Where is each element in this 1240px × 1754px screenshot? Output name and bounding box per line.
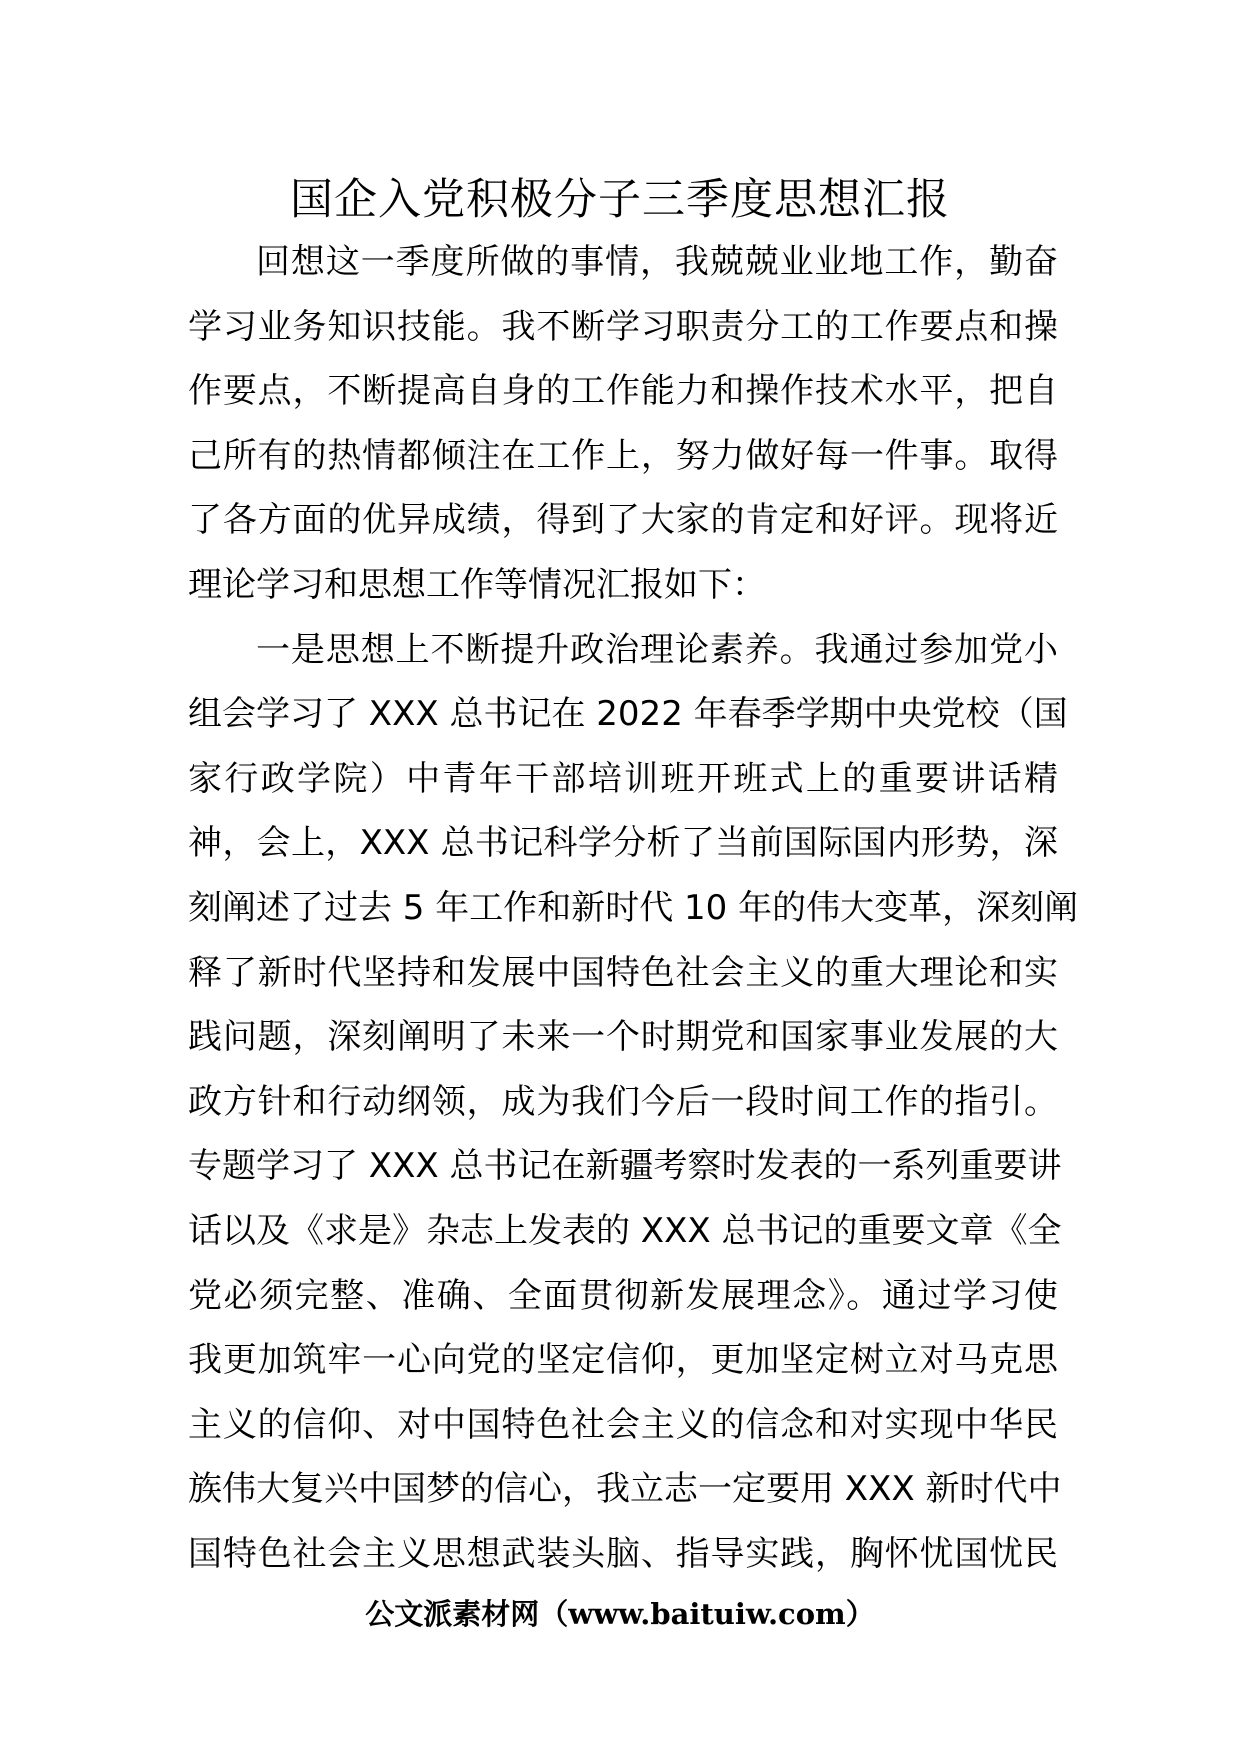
paragraph-line: 族伟大复兴中国梦的信心，我立志一定要用 XXX 新时代中 xyxy=(188,1469,1062,1510)
paragraph-line: 专题学习了 XXX 总书记在新疆考察时发表的一系列重要讲 xyxy=(188,1146,1062,1187)
paragraph-line: 国特色社会主义思想武装头脑、指导实践，胸怀忧国忧民 xyxy=(188,1533,1058,1574)
paragraph-line: 作要点，不断提高自身的工作能力和操作技术水平，把自 xyxy=(188,371,1058,412)
document-title: 国企入党积极分子三季度思想汇报 xyxy=(290,175,950,225)
footer-watermark: 公文派素材网（www.baituiw.com） xyxy=(365,1597,875,1631)
paragraph-line: 一是思想上不断提升政治理论素养。我通过参加党小 xyxy=(256,629,1058,670)
paragraph-line: 践问题，深刻阐明了未来一个时期党和国家事业发展的大 xyxy=(188,1017,1058,1058)
document-body xyxy=(188,230,1079,1586)
paragraph-line: 己所有的热情都倾注在工作上，努力做好每一件事。取得 xyxy=(188,435,1058,476)
paragraph-line: 神，会上，XXX 总书记科学分析了当前国际国内形势，深 xyxy=(188,823,1058,864)
paragraph-line: 我更加筑牢一心向党的坚定信仰，更加坚定树立对马克思 xyxy=(188,1340,1058,1381)
paragraph-line: 组会学习了 XXX 总书记在 2022 年春季学期中央党校（国 xyxy=(188,694,1068,735)
paragraph-line: 家行政学院）中青年干部培训班开班式上的重要讲话精 xyxy=(188,758,1058,799)
paragraph-line: 释了新时代坚持和发展中国特色社会主义的重大理论和实 xyxy=(188,952,1058,993)
paragraph-line: 了各方面的优异成绩，得到了大家的肯定和好评。现将近 xyxy=(188,500,1058,541)
paragraph-line: 政方针和行动纲领，成为我们今后一段时间工作的指引。 xyxy=(188,1081,1058,1122)
paragraph-line: 学习业务知识技能。我不断学习职责分工的工作要点和操 xyxy=(188,306,1058,347)
paragraph-line: 回想这一季度所做的事情，我兢兢业业地工作，勤奋 xyxy=(256,242,1058,282)
paragraph-line: 刻阐述了过去 5 年工作和新时代 10 年的伟大变革，深刻阐 xyxy=(188,887,1079,928)
paragraph-line: 党必须完整、准确、全面贯彻新发展理念》。通过学习使 xyxy=(188,1275,1058,1316)
paragraph-line: 话以及《求是》杂志上发表的 XXX 总书记的重要文章《全 xyxy=(188,1210,1062,1251)
paragraph-line: 理论学习和思想工作等情况汇报如下： xyxy=(188,564,766,605)
paragraph-line: 主义的信仰、对中国特色社会主义的信念和对实现中华民 xyxy=(188,1404,1058,1445)
